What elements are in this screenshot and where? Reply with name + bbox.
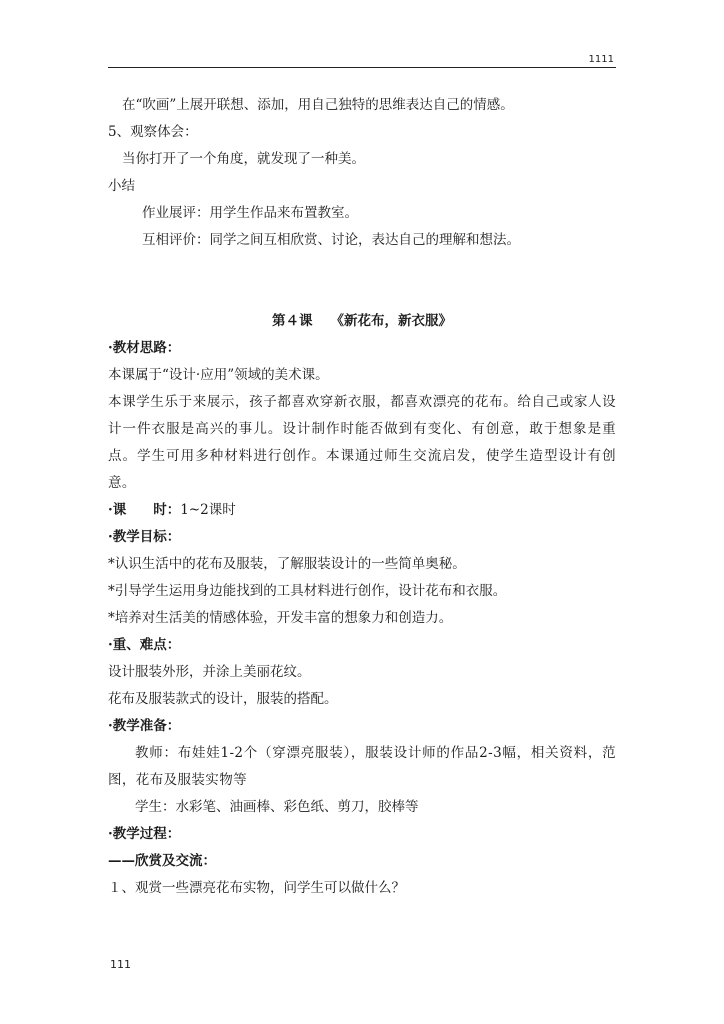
hours-row xyxy=(108,497,616,524)
summary-label: 小结 xyxy=(108,178,135,194)
goal-item-2: *引导学生运用身边能找到的工具材料进行创作，设计花布和衣服。 xyxy=(108,583,507,599)
header-divider xyxy=(108,67,616,68)
header-page-number: 1111 xyxy=(588,54,614,65)
lesson-title xyxy=(108,308,616,335)
lesson-number: 第４课 xyxy=(272,313,313,329)
summary-item-2: 互相评价：同学之间互相欣赏、讨论，表达自己的理解和想法。 xyxy=(142,232,520,248)
document-body xyxy=(108,92,616,902)
summary-item-1: 作业展评：用学生作品来布置教室。 xyxy=(142,205,358,221)
section-heading-idea: ·教材思路： xyxy=(108,340,181,356)
item5-text: 当你打开了一个角度，就发现了一种美。 xyxy=(122,151,365,167)
section-heading-process: ·教学过程： xyxy=(108,826,181,842)
idea-paragraph-1: 本课属于“设计·应用”领域的美术课。 xyxy=(108,367,329,383)
idea-paragraph-2: 本课学生乐于来展示，孩子都喜欢穿新衣服，都喜欢漂亮的花布。给自己或家人设计一件衣服是高兴的事儿。设计制作时能否做到有变化、有创意，敢于想象是重点。学生可用多种材料进行创作。本课通过师生交流启发，使学生造型设计有创意。 xyxy=(108,394,616,491)
preparation-teacher: 教师：布娃娃1-2个（穿漂亮服装），服装设计师的作品2-3幅，相关资料，范图，花布及服装实物等 xyxy=(108,745,616,788)
goal-item-3: *培养对生活美的情感体验，开发丰富的想象力和创造力。 xyxy=(108,610,453,626)
paragraph-blow-painting: 在“吹画”上展开联想、添加，用自己独特的思维表达自己的情感。 xyxy=(122,97,514,113)
process-step-1: １、观赏一些漂亮花布实物，问学生可以做什么？ xyxy=(108,880,405,896)
section-heading-key-points: ·重、难点： xyxy=(108,637,181,653)
goal-item-1: *认识生活中的花布及服装，了解服装设计的一些简单奥秘。 xyxy=(108,556,466,572)
section-heading-preparation: ·教学准备： xyxy=(108,718,181,734)
key-point-1: 设计服装外形，并涂上美丽花纹。 xyxy=(108,664,311,680)
hours-value: 1~2课时 xyxy=(180,502,236,518)
footer-page-number: 111 xyxy=(110,958,131,971)
lesson-name: 《新花布，新衣服》 xyxy=(330,313,452,329)
section-spacer xyxy=(108,254,616,308)
preparation-student: 学生：水彩笔、油画棒、彩色纸、剪刀，胶棒等 xyxy=(135,799,419,815)
item5-heading: 5、观察体会： xyxy=(108,124,198,140)
process-subheading: ——欣赏及交流： xyxy=(108,853,216,869)
section-heading-hours: ·课 时： xyxy=(108,502,181,518)
key-point-2: 花布及服装款式的设计，服装的搭配。 xyxy=(108,691,338,707)
section-heading-goals: ·教学目标： xyxy=(108,529,181,545)
